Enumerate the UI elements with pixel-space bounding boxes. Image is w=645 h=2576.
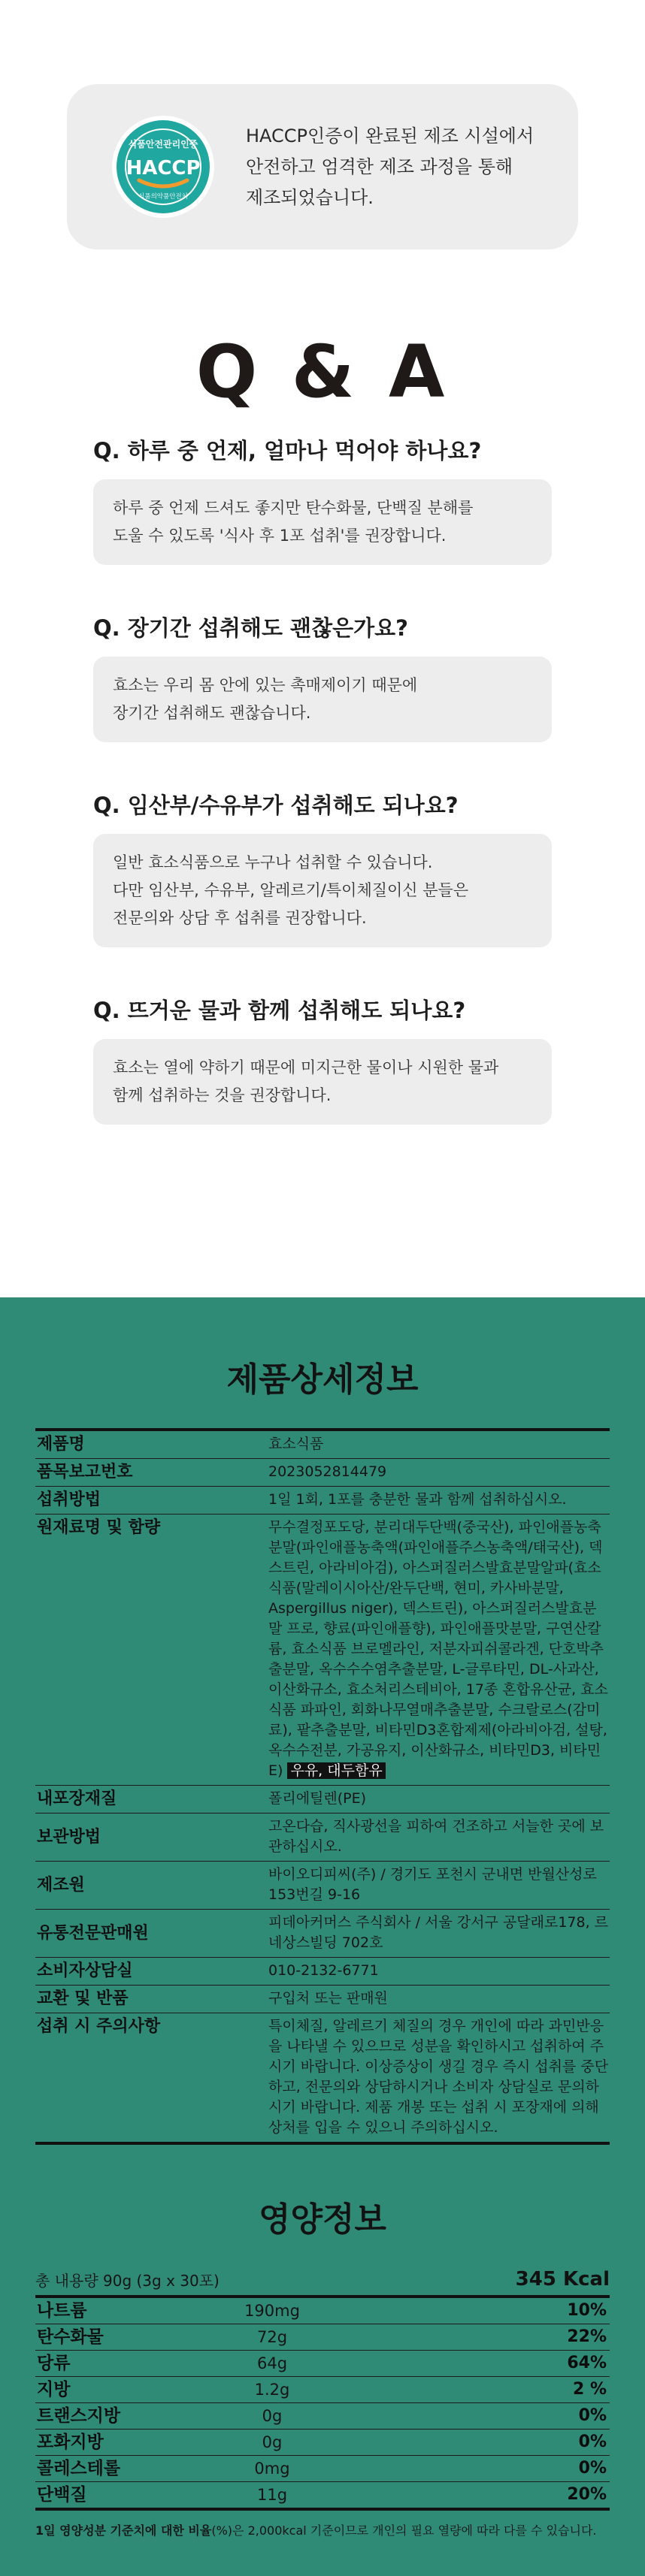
details-row xyxy=(35,1910,610,1958)
qa-answer: 효소는 우리 몸 안에 있는 촉매제이기 때문에 장기간 섭취해도 괜찮습니다. xyxy=(93,657,552,742)
details-value xyxy=(268,1514,610,1786)
details-label: 내포장재질 xyxy=(35,1786,268,1813)
nutrition-footnote-bold: 1일 영양성분 기준치에 대한 비율 xyxy=(35,2523,212,2538)
details-label: 섭취 시 주의사항 xyxy=(35,2013,268,2144)
nutrient-name: 단백질 xyxy=(35,2482,201,2510)
nutrient-name: 트랜스지방 xyxy=(35,2403,201,2430)
haccp-section xyxy=(0,0,645,331)
nutrient-amount: 0g xyxy=(201,2403,344,2430)
nutrition-total: 총 내용량 90g (3g x 30포) xyxy=(35,2272,220,2290)
nutrition-row xyxy=(35,2298,610,2324)
nutrient-percent: 0% xyxy=(344,2403,610,2430)
nutrition-row xyxy=(35,2351,610,2377)
details-value: 고온다습, 직사광선을 피하여 건조하고 서늘한 곳에 보관하십시오. xyxy=(268,1813,610,1862)
nutrition-row xyxy=(35,2324,610,2351)
nutrition-row xyxy=(35,2430,610,2456)
nutrient-amount: 190mg xyxy=(201,2298,344,2324)
nutrition-footnote-rest: (%)은 2,000kcal 기준이므로 개인의 필요 열량에 따라 다를 수 있습니다. xyxy=(211,2523,597,2538)
details-table xyxy=(35,1428,610,2145)
qa-item xyxy=(93,992,552,1125)
details-label: 제조원 xyxy=(35,1862,268,1910)
qa-answer: 하루 중 언제 드셔도 좋지만 탄수화물, 단백질 분해를 도울 수 있도록 '식사 후 1포 섭취'를 권장합니다. xyxy=(93,479,552,565)
details-row xyxy=(35,1514,610,1786)
details-row xyxy=(35,1459,610,1487)
qa-item xyxy=(93,787,552,947)
details-row xyxy=(35,1487,610,1514)
details-label: 제품명 xyxy=(35,1430,268,1459)
haccp-logo-main-text: HACCP xyxy=(126,157,201,180)
details-value: 특이체질, 알레르기 체질의 경우 개인에 따라 과민반응을 나타낼 수 있으므로 성분을 확인하시고 섭취하여 주시기 바랍니다. 이상증상이 생길 경우 즉시 섭취를 중단하고, 전문의와 상담하시거나 소비자 상담실로 문의하시기 바랍니다. 제품 개봉 또는 섭취 시 포장재에 의해 상처를 입을 수 있으니 주의하십시오. xyxy=(268,2013,610,2144)
ingredients-text: 무수결정포도당, 분리대두단백(중국산), 파인애플농축분말(파인애플농축액(파인애플주스농축액/태국산), 덱스트린, 아라비아검), 아스퍼질러스발효분말알파(효소식품(말레이시아산/완두단백, 현미, 카사바분말, Aspergillus niger), 덱스트린), 아스퍼질러스발효분말 프로, 향료(파인애플향), 파인애플맛분말, 구연산칼륨, 효소식품 브로멜라인, 저분자피쉬콜라겐, 단호박추출분말, 옥수수수염추출분말, L-글루타민, DL-사과산, 이산화규소, 효소처리스테비아, 17종 혼합유산균, 효소식품 파파인, 회화나무열매추출분말, 수크랄로스(감미료), 팥추출분말, 비타민D3혼합제제(아라비아검, 설탕, 옥수수전분, 가공유지, 이산화규소, 비타민D3, 비타민E) xyxy=(268,1519,608,1779)
nutrient-percent: 10% xyxy=(344,2298,610,2324)
details-row xyxy=(35,1958,610,1986)
details-value: 피데아커머스 주식회사 / 서울 강서구 공달래로178, 르네상스빌딩 702호 xyxy=(268,1910,610,1958)
nutrient-percent: 64% xyxy=(344,2351,610,2377)
nutrition-title: 영양정보 xyxy=(258,2200,386,2239)
nutrient-name: 포화지방 xyxy=(35,2430,201,2456)
nutrient-name: 탄수화물 xyxy=(35,2324,201,2351)
details-value: 010-2132-6771 xyxy=(268,1958,610,1986)
details-row xyxy=(35,2013,610,2144)
qa-item xyxy=(93,610,552,742)
nutrition-row xyxy=(35,2456,610,2482)
nutrient-amount: 0g xyxy=(201,2430,344,2456)
nutrient-amount: 0mg xyxy=(201,2456,344,2482)
details-row xyxy=(35,1813,610,1862)
details-row xyxy=(35,1986,610,2013)
details-row xyxy=(35,1862,610,1910)
nutrient-name: 당류 xyxy=(35,2351,201,2377)
details-value: 2023052814479 xyxy=(268,1459,610,1487)
qa-answer: 일반 효소식품으로 누구나 섭취할 수 있습니다. 다만 임산부, 수유부, 알레르기/특이체질이신 분들은 전문의와 상담 후 섭취를 권장합니다. xyxy=(93,834,552,947)
qa-item xyxy=(93,433,552,565)
haccp-description: HACCP인증이 완료된 제조 시설에서 안전하고 엄격한 제조 과정을 통해 제조되었습니다. xyxy=(246,125,534,208)
product-info-section xyxy=(0,1297,645,2576)
nutrient-percent: 0% xyxy=(344,2430,610,2456)
details-label: 원재료명 및 함량 xyxy=(35,1514,268,1786)
nutrient-name: 나트륨 xyxy=(35,2298,201,2324)
details-label: 섭취방법 xyxy=(35,1487,268,1514)
nutrient-percent: 22% xyxy=(344,2324,610,2351)
qa-title: Q & A xyxy=(195,330,450,414)
qa-question: Q. 장기간 섭취해도 괜찮은가요? xyxy=(93,615,408,641)
qa-question: Q. 뜨거운 물과 함께 섭취해도 되나요? xyxy=(93,998,466,1023)
details-label: 소비자상담실 xyxy=(35,1958,268,1986)
nutrition-header xyxy=(35,2268,610,2298)
nutrition-row xyxy=(35,2377,610,2403)
details-label: 유통전문판매원 xyxy=(35,1910,268,1958)
details-value: 폴리에틸렌(PE) xyxy=(268,1786,610,1813)
details-value: 바이오디피씨(주) / 경기도 포천시 군내면 반월산성로 153번길 9-16 xyxy=(268,1862,610,1910)
nutrition-row xyxy=(35,2482,610,2510)
haccp-logo xyxy=(111,114,216,219)
qa-answer: 효소는 열에 약하기 때문에 미지근한 물이나 시원한 물과 함께 섭취하는 것을 권장합니다. xyxy=(93,1039,552,1125)
nutrient-percent: 0% xyxy=(344,2456,610,2482)
haccp-logo-top-text: 식품안전관리인증 xyxy=(128,139,198,149)
nutrition-row xyxy=(35,2403,610,2430)
nutrient-amount: 64g xyxy=(201,2351,344,2377)
details-label: 품목보고번호 xyxy=(35,1459,268,1487)
qa-section xyxy=(0,331,645,1245)
details-label: 교환 및 반품 xyxy=(35,1986,268,2013)
nutrient-amount: 72g xyxy=(201,2324,344,2351)
haccp-card xyxy=(67,84,578,249)
haccp-logo-bottom-text: 식품의약품안전처 xyxy=(138,193,188,201)
nutrient-percent: 20% xyxy=(344,2482,610,2510)
details-value: 구입처 또는 판매원 xyxy=(268,1986,610,2013)
details-row xyxy=(35,1430,610,1459)
nutrition-footnote xyxy=(35,2521,610,2538)
nutrient-name: 콜레스테롤 xyxy=(35,2456,201,2482)
nutrition-table xyxy=(35,2298,610,2511)
qa-question: Q. 하루 중 언제, 얼마나 먹어야 하나요? xyxy=(93,438,482,464)
qa-question: Q. 임산부/수유부가 섭취해도 되나요? xyxy=(93,793,459,818)
nutrition-kcal: 345 Kcal xyxy=(515,2268,610,2291)
details-row xyxy=(35,1786,610,1813)
nutrient-percent: 2 % xyxy=(344,2377,610,2403)
details-label: 보관방법 xyxy=(35,1813,268,1862)
details-title: 제품상세정보 xyxy=(226,1360,419,1399)
nutrient-amount: 11g xyxy=(201,2482,344,2510)
details-value: 1일 1회, 1포를 충분한 물과 함께 섭취하십시오. xyxy=(268,1487,610,1514)
details-value: 효소식품 xyxy=(268,1430,610,1459)
nutrient-amount: 1.2g xyxy=(201,2377,344,2403)
allergen-badge: 우유, 대두함유 xyxy=(287,1762,385,1779)
nutrient-name: 지방 xyxy=(35,2377,201,2403)
